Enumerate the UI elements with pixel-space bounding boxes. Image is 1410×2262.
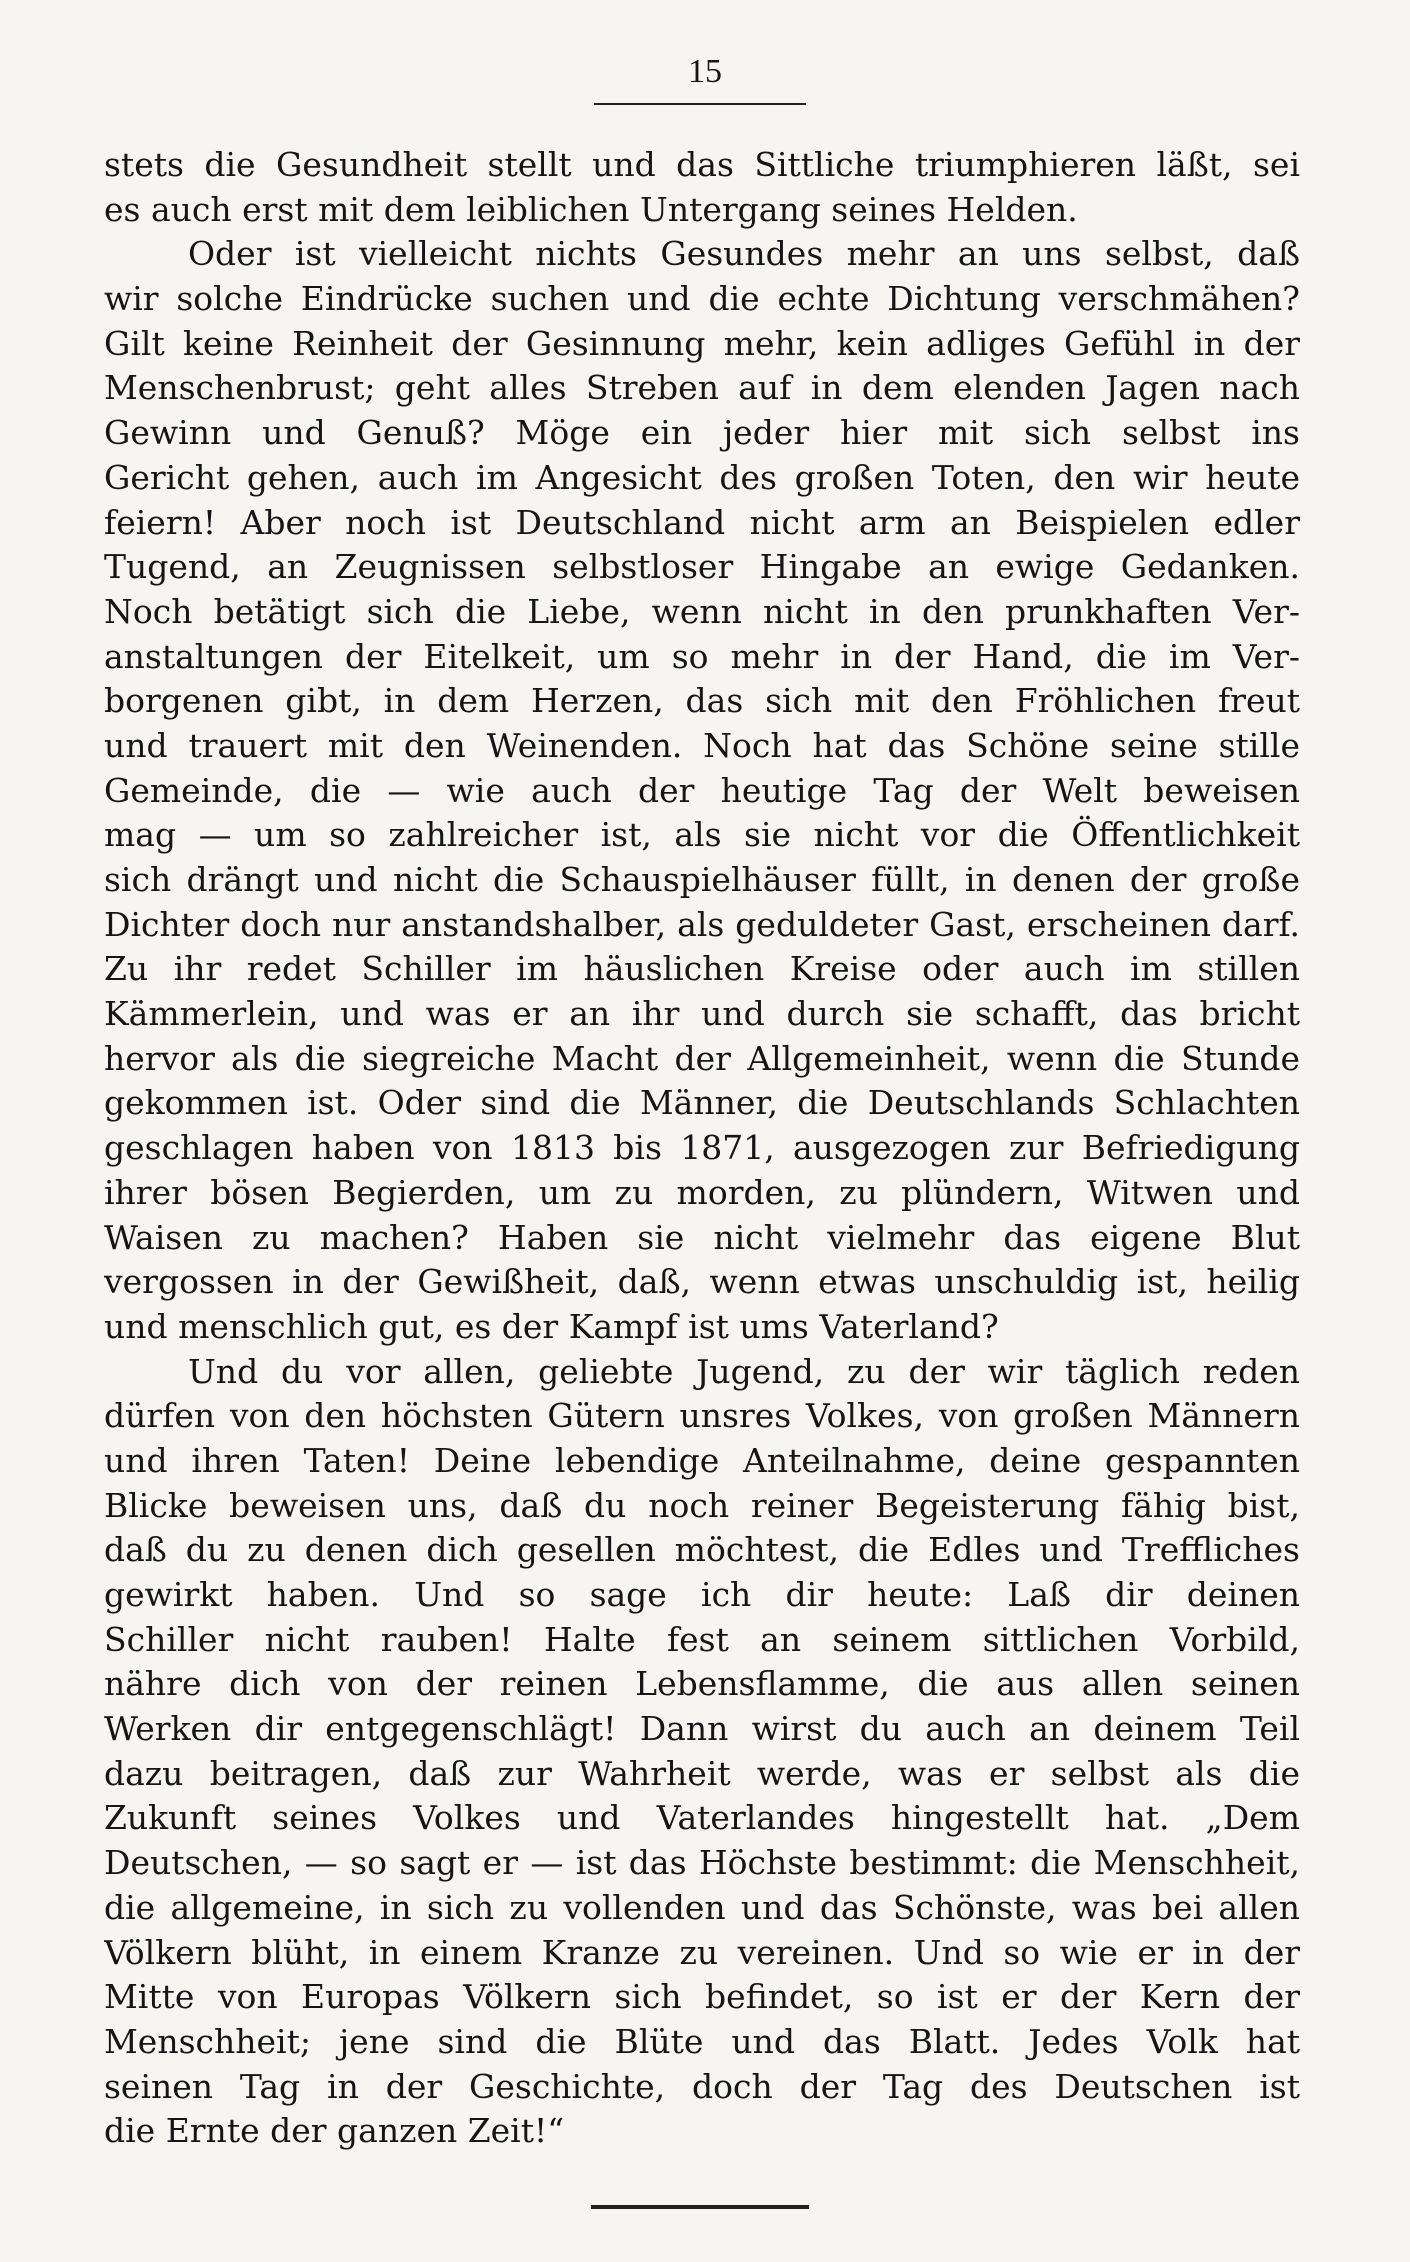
text-line: Gericht gehen, auch im Angesicht des großen Toten, den wir heute bbox=[104, 457, 1300, 497]
text-line: nähre dich von der reinen Lebensflamme, die aus allen seinen bbox=[104, 1664, 1300, 1704]
text-line: Gemeinde, die — wie auch der heutige Tag der Welt beweisen bbox=[104, 770, 1300, 810]
page-number: 15 bbox=[688, 53, 722, 90]
text-line: dürfen von den höchsten Gütern unsres Volkes, von großen Männern bbox=[104, 1396, 1300, 1436]
text-line: es auch erst mit dem leiblichen Untergang seines Helden. bbox=[104, 189, 1078, 229]
text-line: Menschenbrust; geht alles Streben auf in dem elenden Jagen nach bbox=[104, 368, 1300, 408]
footer-rule bbox=[591, 2205, 809, 2209]
text-line: geschlagen haben von 1813 bis 1871, ausgezogen zur Befriedigung bbox=[104, 1128, 1300, 1168]
text-line: sich drängt und nicht die Schauspielhäuser füllt, in denen der große bbox=[104, 860, 1300, 899]
text-line: Zu ihr redet Schiller im häuslichen Kreise oder auch im stillen bbox=[104, 949, 1300, 989]
text-line: Menschheit; jene sind die Blüte und das Blatt. Jedes Volk hat bbox=[104, 2021, 1300, 2061]
text-line: ihrer bösen Begierden, um zu morden, zu plündern, Witwen und bbox=[104, 1172, 1300, 1212]
text-line: Gilt keine Reinheit der Gesinnung mehr, kein adliges Gefühl in der bbox=[104, 323, 1300, 363]
text-line: Und du vor allen, geliebte Jugend, zu der wir täglich reden bbox=[188, 1351, 1300, 1391]
text-line: daß du zu denen dich gesellen möchtest, die Edles und Treffliches bbox=[104, 1530, 1300, 1570]
text-line: die Ernte der ganzen Zeit!“ bbox=[104, 2111, 565, 2151]
text-line: Deutschen, — so sagt er — ist das Höchste bestimmt: die Menschheit, bbox=[104, 1843, 1300, 1883]
text-line: die allgemeine, in sich zu vollenden und das Schönste, was bei allen bbox=[104, 1887, 1300, 1927]
text-line: Oder ist vielleicht nichts Gesundes mehr an uns selbst, daß bbox=[188, 234, 1300, 274]
text-line: Blicke beweisen uns, daß du noch reiner Begeisterung fähig bist, bbox=[104, 1485, 1300, 1525]
text-line: feiern! Aber noch ist Deutschland nicht arm an Beispielen edler bbox=[104, 502, 1300, 542]
header-rule bbox=[594, 103, 806, 105]
text-line: dazu beitragen, daß zur Wahrheit werde, was er selbst als die bbox=[104, 1753, 1300, 1793]
text-line: und menschlich gut, es der Kampf ist ums Vaterland? bbox=[104, 1306, 999, 1346]
text-line: gekommen ist. Oder sind die Männer, die Deutschlands Schlachten bbox=[104, 1083, 1300, 1123]
text-line: gewirkt haben. Und so sage ich dir heute: Laß dir deinen bbox=[104, 1575, 1300, 1614]
text-line: Zukunft seines Volkes und Vaterlandes hingestellt hat. „Dem bbox=[104, 1798, 1300, 1838]
text-line: Mitte von Europas Völkern sich befindet, so ist er der Kern der bbox=[104, 1977, 1300, 2017]
text-line: Tugend, an Zeugnissen selbstloser Hingabe an ewige Gedanken. bbox=[104, 547, 1300, 587]
text-line: Kämmerlein, und was er an ihr und durch sie schafft, das bricht bbox=[104, 994, 1300, 1034]
text-line: anstaltungen der Eitelkeit, um so mehr in der Hand, die im Ver- bbox=[104, 636, 1300, 676]
text-line: wir solche Eindrücke suchen und die echte Dichtung verschmähen? bbox=[104, 279, 1300, 319]
text-line: Waisen zu machen? Haben sie nicht vielmehr das eigene Blut bbox=[104, 1217, 1300, 1257]
text-line: vergossen in der Gewißheit, daß, wenn etwas unschuldig ist, heilig bbox=[104, 1262, 1300, 1302]
text-line: borgenen gibt, in dem Herzen, das sich mit den Fröhlichen freut bbox=[104, 681, 1300, 721]
text-line: Noch betätigt sich die Liebe, wenn nicht in den prunkhaften Ver- bbox=[104, 591, 1300, 631]
text-line: stets die Gesundheit stellt und das Sittliche triumphieren läßt, sei bbox=[104, 145, 1300, 184]
text-line: Dichter doch nur anstandshalber, als geduldeter Gast, erscheinen darf. bbox=[104, 904, 1300, 944]
text-line: mag — um so zahlreicher ist, als sie nicht vor die Öffentlichkeit bbox=[104, 815, 1300, 855]
text-line: und ihren Taten! Deine lebendige Anteilnahme, deine gespannten bbox=[104, 1440, 1300, 1480]
text-line: seinen Tag in der Geschichte, doch der Tag des Deutschen ist bbox=[104, 2066, 1300, 2106]
text-line: Schiller nicht rauben! Halte fest an seinem sittlichen Vorbild, bbox=[104, 1619, 1300, 1659]
body-text bbox=[104, 143, 1300, 2154]
text-line: Gewinn und Genuß? Möge ein jeder hier mit sich selbst ins bbox=[104, 413, 1300, 453]
text-line: hervor als die siegreiche Macht der Allgemeinheit, wenn die Stunde bbox=[104, 1038, 1300, 1078]
text-line: Werken dir entgegenschlägt! Dann wirst du auch an deinem Teil bbox=[104, 1709, 1300, 1749]
text-line: und trauert mit den Weinenden. Noch hat das Schöne seine stille bbox=[104, 725, 1300, 765]
text-line: Völkern blüht, in einem Kranze zu vereinen. Und so wie er in der bbox=[104, 1932, 1300, 1972]
